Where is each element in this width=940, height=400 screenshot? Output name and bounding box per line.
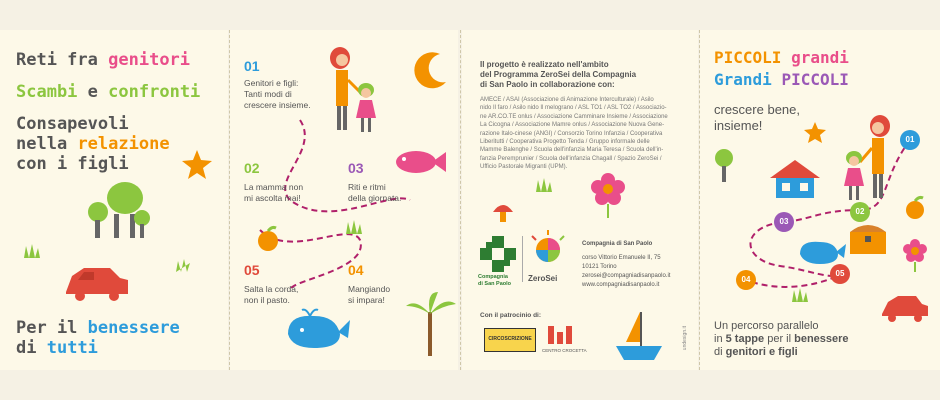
footer-benessere-line bbox=[16, 318, 180, 338]
panel-steps bbox=[230, 30, 458, 370]
compagnia-logo bbox=[480, 236, 516, 272]
step-05-line1: Salta la corda, bbox=[244, 284, 299, 294]
compagnia-logo-text bbox=[478, 274, 511, 287]
footer-benessere: benessere bbox=[87, 318, 180, 338]
contact-email: zerosei@compagniadisanpaolo.it bbox=[582, 273, 671, 279]
grass-icon bbox=[22, 244, 42, 258]
footer-tagline-line2 bbox=[714, 333, 849, 346]
project-intro-line2: del Programma ZeroSei della Compagnia bbox=[480, 70, 637, 79]
moon-icon bbox=[410, 52, 450, 92]
title-piccoli-2: PICCOLI bbox=[781, 70, 849, 89]
step-02-text bbox=[244, 182, 303, 204]
car-illustration bbox=[62, 262, 132, 302]
footer-genitori-e-figli: genitori e figli bbox=[725, 346, 798, 358]
grass-icon-3 bbox=[344, 220, 364, 234]
headline-reti-text: Reti fra bbox=[16, 50, 98, 70]
subtitle-line1: crescere bene, bbox=[714, 102, 800, 117]
fish-icon bbox=[394, 148, 446, 176]
centro-crocetta-logo bbox=[548, 326, 572, 344]
compagnia-logo-line1: Compagnia bbox=[478, 274, 508, 280]
trees-illustration-2 bbox=[714, 148, 734, 184]
title-grandi: grandi bbox=[791, 48, 849, 67]
compagnia-logo-line2: di San Paolo bbox=[478, 280, 512, 287]
logo-divider bbox=[522, 236, 523, 282]
mushroom-icon bbox=[492, 202, 514, 222]
step-04-line2: si impara! bbox=[348, 295, 385, 305]
zerosei-logo-text: ZeroSei bbox=[528, 274, 558, 283]
palm-tree-icon bbox=[406, 292, 456, 356]
headline-confronti: confronti bbox=[108, 82, 201, 102]
title-piccoli: PICCOLI bbox=[714, 48, 782, 67]
step-03-text bbox=[348, 182, 401, 204]
step-04-text bbox=[348, 284, 390, 306]
step-02-line1: La mamma non bbox=[244, 182, 304, 192]
contact-city: 10121 Torino bbox=[582, 264, 617, 270]
partners-line: Mamme Balenghe / Scuola dell'infanzia Maria Teresa / Scuola dell'in- bbox=[480, 147, 664, 154]
trees-illustration bbox=[80, 180, 160, 250]
contact-website: www.compagniadisanpaolo.it bbox=[582, 282, 660, 288]
headline-con-i-figli: con i figli bbox=[16, 154, 129, 174]
step-01-line2: Tanti modi di bbox=[244, 89, 292, 99]
star-icon bbox=[182, 150, 212, 180]
headline-consapevoli: Consapevoli bbox=[16, 114, 129, 134]
partners-line: razione Italo-cinese (ANGI) / Consorzio Torino Infanzia / Cooperativa bbox=[480, 130, 663, 137]
step-01-number: 01 bbox=[244, 58, 260, 74]
zerosei-logo bbox=[528, 230, 568, 274]
headline-scambi bbox=[16, 82, 200, 102]
footer-per-il-2: per il bbox=[767, 333, 792, 345]
step-03-number: 03 bbox=[348, 160, 364, 176]
partners-list bbox=[480, 96, 692, 172]
circoscrizione-logo-text: CIRCOSCRIZIONE bbox=[488, 336, 532, 342]
headline-nella-text: nella bbox=[16, 134, 68, 154]
treasure-chest-icon bbox=[848, 222, 888, 256]
panel-cover-left bbox=[0, 30, 228, 370]
step-05-number: 05 bbox=[244, 262, 260, 278]
panel-credits bbox=[462, 30, 698, 370]
marker-05: 05 bbox=[830, 264, 850, 284]
footer-5-tappe: 5 tappe bbox=[725, 333, 765, 345]
footer-tagline-line3 bbox=[714, 346, 849, 359]
mother-child-illustration-2 bbox=[840, 114, 910, 204]
step-01-line1: Genitori e figli: bbox=[244, 78, 299, 88]
step-03-line2: della giornata. bbox=[348, 193, 402, 203]
house-icon bbox=[770, 160, 820, 200]
footer-di-2: di bbox=[714, 346, 723, 358]
partners-line: AMECE / ASAI (Associazione di Animazione Interculturale) / Asilo bbox=[480, 97, 654, 103]
marker-04: 04 bbox=[736, 270, 756, 290]
flower-icon bbox=[588, 170, 628, 220]
partners-line: La Cicogna / Associazione Mamre onlus / Associazione Nuova Gene- bbox=[480, 122, 665, 129]
partners-line: Ufficio Pastorale Migranti (UPM). bbox=[480, 164, 568, 171]
headline-nella bbox=[16, 134, 170, 154]
car-illustration-2 bbox=[880, 292, 930, 322]
step-04-number: 04 bbox=[348, 262, 364, 278]
headline-relazione: relazione bbox=[77, 134, 170, 154]
grass-icon-4 bbox=[534, 178, 554, 192]
subtitle-line2: insieme! bbox=[714, 118, 763, 133]
patrocinio-label: Con il patrocinio di: bbox=[480, 312, 542, 319]
footer-tagline-line1: Un percorso parallelo bbox=[714, 320, 819, 332]
project-intro-line3: di San Paolo in collaborazione con: bbox=[480, 80, 615, 89]
whale-icon bbox=[282, 308, 352, 352]
step-02-line2: mi ascolta mai! bbox=[244, 193, 301, 203]
boat-icon bbox=[612, 308, 666, 364]
marker-01: 01 bbox=[900, 130, 920, 150]
project-intro-line1: Il progetto è realizzato nell'ambito bbox=[480, 60, 609, 69]
headline-genitori: genitori bbox=[108, 50, 191, 70]
partners-line: nido Il faro / Asilo nido Il melograno / ASL TO1 / ASL TO2 / Associazio- bbox=[480, 105, 667, 112]
footer-tagline bbox=[714, 320, 849, 359]
title-grandi-2: Grandi bbox=[714, 70, 772, 89]
circoscrizione-logo bbox=[484, 328, 536, 352]
step-01-line3: crescere insieme. bbox=[244, 100, 311, 110]
partners-line: fanzia Peremprunier / Scuola dell'infanzia Chagall / Spazio ZeroSei / bbox=[480, 155, 662, 162]
flower-icon-2 bbox=[900, 236, 930, 272]
fold-line-2 bbox=[460, 30, 461, 370]
footer-tutti-line bbox=[16, 338, 98, 358]
contact-address: corso Vittorio Emanuele II, 75 bbox=[582, 255, 661, 261]
partners-line: Liberitutti / Cooperativa Progetto Tenda / Gruppo informale delle bbox=[480, 139, 650, 146]
step-01-text bbox=[244, 78, 311, 111]
headline-reti bbox=[16, 50, 190, 70]
step-02-number: 02 bbox=[244, 160, 260, 176]
marker-03: 03 bbox=[774, 212, 794, 232]
headline-e: e bbox=[87, 82, 98, 102]
design-credit: undesign.it bbox=[682, 326, 688, 351]
step-05-line2: non il pasto. bbox=[244, 295, 290, 305]
project-intro bbox=[480, 60, 636, 90]
contact-title: Compagnia di San Paolo bbox=[582, 241, 653, 247]
footer-tutti: tutti bbox=[46, 338, 98, 358]
whale-icon-2 bbox=[796, 236, 846, 266]
partners-line: ne AR.CO.TE onlus / Associazione Camminare Insieme / Associazione bbox=[480, 113, 668, 120]
step-03-line1: Riti e ritmi bbox=[348, 182, 386, 192]
apple-icon bbox=[256, 226, 280, 252]
footer-di: di bbox=[16, 338, 37, 358]
footer-in: in bbox=[714, 333, 723, 345]
contact-block bbox=[582, 240, 670, 290]
grass-icon-2 bbox=[174, 258, 192, 272]
footer-benessere-2: benessere bbox=[794, 333, 849, 345]
apple-icon-2 bbox=[904, 196, 926, 220]
mother-child-illustration bbox=[322, 46, 392, 136]
step-04-line1: Mangiando bbox=[348, 284, 391, 294]
centro-crocetta-text: CENTRO CROCETTA bbox=[542, 348, 587, 353]
step-05-text bbox=[244, 284, 298, 306]
grass-icon-5 bbox=[790, 288, 810, 302]
footer-per-il: Per il bbox=[16, 318, 78, 338]
panel-cover-right bbox=[700, 30, 940, 370]
marker-02: 02 bbox=[850, 202, 870, 222]
headline-scambi-text: Scambi bbox=[16, 82, 78, 102]
